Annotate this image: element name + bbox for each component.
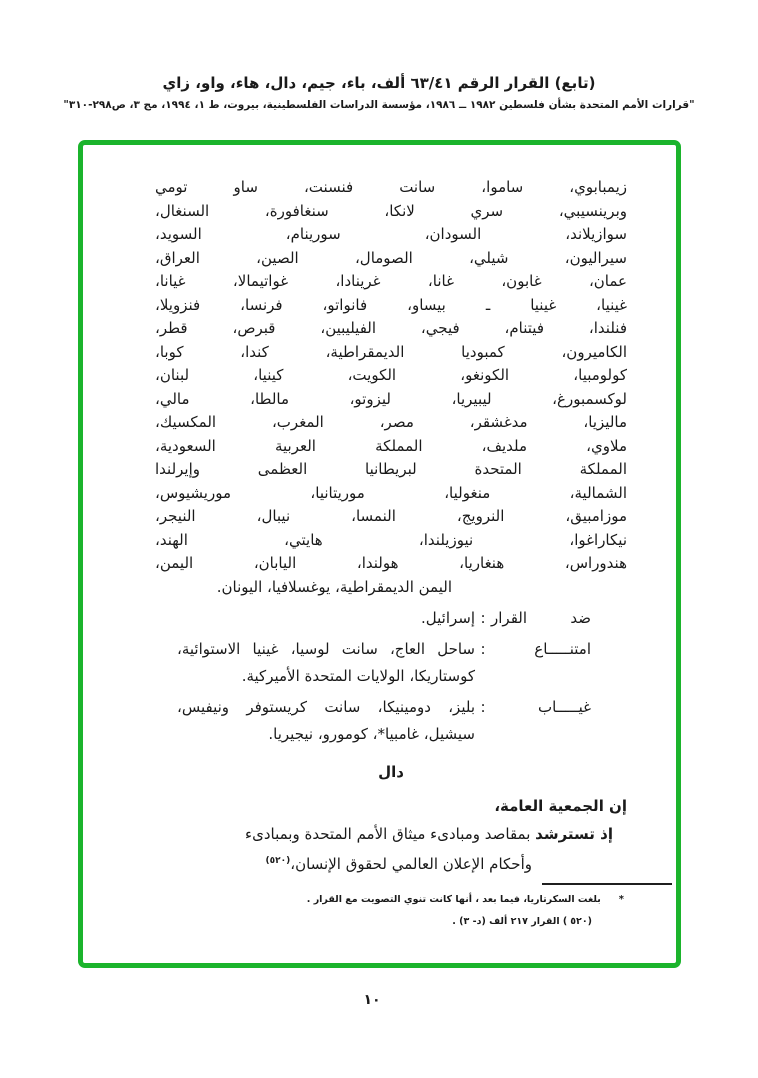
footnote-text: القرار ٢١٧ ألف (د- ٣) . (452, 916, 560, 927)
footnote-marker: (٥٢٠ (570, 916, 592, 927)
preamble-line-rest: بمقاصد ومبادىء ميثاق الأمم المتحدة وبمبادىء (245, 825, 531, 843)
country-line: غينيا، غينيا ـ بيساو، فانواتو، فرنسا، فنزويلا، (155, 295, 627, 314)
country-line: الشمالية، منغوليا، موريتانيا، موريشيوس، (155, 483, 627, 502)
preamble-lead-phrase: إذ تسترشد (535, 825, 613, 843)
vote-line: كوستاريكا، الولايات المتحدة الأميركية. (241, 667, 475, 685)
country-line: الكاميرون، كمبوديا الديمقراطية، كندا، كوبا، (155, 342, 627, 361)
preamble-line (155, 821, 613, 848)
footnote-divider (542, 883, 672, 885)
vote-row-abstain (155, 636, 591, 690)
preamble-line (155, 848, 532, 878)
source-citation: "قرارات الأمم المتحدة بشأن فلسطين ١٩٨٢ ــ ١٩٨٦، مؤسسة الدراسات الفلسطينية، بيروت، ط ١، ١٩٩٤، مج ٣، ص٢٩٨-٣١٠" (63, 99, 695, 111)
vote-colon: : (480, 640, 486, 658)
highlight-box (78, 140, 681, 968)
country-line: كولومبيا، الكونغو، الكويت، كينيا، لبنان، (155, 366, 627, 384)
section-heading-dal: دال (378, 763, 404, 781)
vote-label: امتنـــــاع (534, 640, 591, 658)
country-line: سيراليون، شيلي، الصومال، الصين، العراق، (155, 248, 627, 267)
vote-content (177, 605, 475, 632)
country-line: سوازيلاند، السودان، سورينام، السويد، (155, 225, 627, 243)
country-line: ملاوي، ملديف، المملكة العربية السعودية، (155, 436, 627, 455)
country-line: المملكة المتحدة لبريطانيا العظمى وإيرلندا (155, 460, 627, 478)
country-line: لوكسمبورغ، ليبيريا، ليزوتو، مالطا، مالي، (155, 389, 627, 408)
country-line: اليمن الديمقراطية، يوغسلافيا، اليونان. (216, 577, 452, 596)
countries-for-list (155, 176, 627, 599)
vote-colon: : (480, 609, 486, 627)
country-line: موزامبيق، النرويج، النمسا، نيبال، النيجر، (155, 507, 627, 525)
footnote-text: بلغت السكرتاريا، فيما بعد ، أنها كانت تنوي التصويت مع القرار . (306, 894, 601, 905)
footnote-ref-520: (٥٢٠) (265, 856, 291, 866)
vote-label: ضد القرار (491, 609, 591, 627)
preamble-opening: إن الجمعية العامة، (494, 797, 627, 815)
vote-line: إسرائيل. (420, 609, 475, 627)
vote-results (155, 605, 591, 748)
vote-line: بليز، دومينيكا، سانت كريستوفر ونيفيس، (177, 698, 475, 716)
vote-row-against (155, 605, 591, 632)
preamble-line-text: وأحكام الإعلان العالمي لحقوق الإنسان، (290, 855, 532, 873)
vote-content (177, 694, 475, 748)
footnote-520: (٥٢٠) القرار ٢١٧ ألف (د- ٣) . (452, 916, 592, 927)
vote-line: ساحل العاج، سانت لوسيا، غينيا الاستوائية، (177, 640, 475, 658)
country-line: زيمبابوي، ساموا، سانت فنسنت، ساو تومي (155, 178, 627, 196)
country-line: عمان، غابون، غانا، غرينادا، غواتيمالا، غيانا، (155, 272, 627, 290)
vote-line: سيشيل، غامبيا*، كومورو، نيجيريا. (268, 725, 475, 743)
resolution-title: (تابع) القرار الرقم ٦٣/٤١ ألف، باء، جيم، دال، هاء، واو، زاي (162, 74, 596, 92)
vote-row-absent (155, 694, 591, 748)
page-number: ١٠ (363, 992, 381, 1008)
vote-colon: : (480, 698, 486, 716)
vote-content (177, 636, 475, 690)
country-line: وبرينسيبي، سري لانكا، سنغافورة، السنغال، (155, 201, 627, 220)
vote-label: غيـــــاب (537, 698, 591, 716)
footnote-marker: * (618, 894, 624, 905)
country-line: هندوراس، هنغاريا، هولندا، اليابان، اليمن، (155, 554, 627, 572)
country-line: فنلندا، فيتنام، فيجي، الفيليبين، قبرص، قطر، (155, 319, 627, 337)
country-line: نيكاراغوا، نيوزيلندا، هايتي، الهند، (155, 530, 627, 549)
resolution-body (83, 145, 676, 878)
footnote-asterisk (307, 893, 624, 907)
country-line: ماليزيا، مدغشقر، مصر، المغرب، المكسيك، (155, 413, 627, 431)
page-header (0, 0, 758, 111)
